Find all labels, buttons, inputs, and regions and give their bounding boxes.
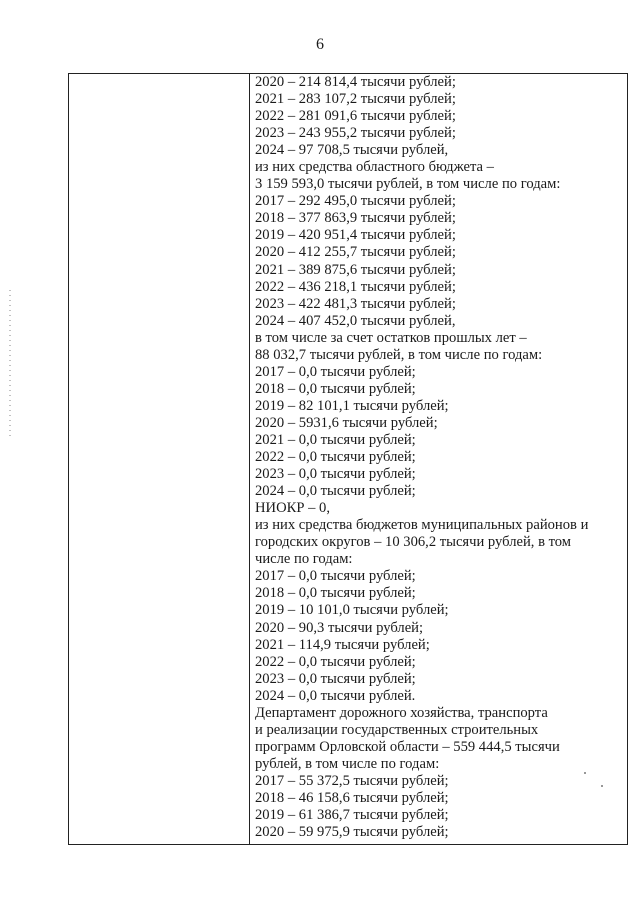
text-line: Департамент дорожного хозяйства, транспорта: [255, 704, 548, 721]
text-line: 2020 – 214 814,4 тысячи рублей;: [255, 74, 456, 90]
text-line: рублей, в том числе по годам:: [255, 755, 440, 772]
text-line: из них средства бюджетов муниципальных районов и: [255, 517, 589, 534]
text-line: НИОКР – 0,: [255, 500, 331, 517]
text-line: 2020 – 412 255,7 тысячи рублей;: [255, 244, 456, 261]
text-line: 2022 – 281 091,6 тысячи рублей;: [255, 108, 456, 125]
text-line: 2020 – 59 975,9 тысячи рублей;: [255, 824, 449, 841]
text-line: 2024 – 0,0 тысячи рублей;: [255, 483, 416, 500]
funding-details-cell: [250, 74, 627, 844]
text-line: числе по годам:: [255, 551, 353, 568]
scan-speck: [584, 772, 586, 774]
text-line: 2018 – 46 158,6 тысячи рублей;: [255, 789, 449, 806]
text-line: 2024 – 97 708,5 тысячи рублей,: [255, 142, 449, 159]
text-line: 2019 – 10 101,0 тысячи рублей;: [255, 602, 449, 619]
text-line: 2020 – 90,3 тысячи рублей;: [255, 619, 424, 636]
text-line: городских округов – 10 306,2 тысячи рублей, в том: [255, 534, 572, 551]
text-line: 2019 – 420 951,4 тысячи рублей;: [255, 227, 456, 244]
text-line: 2018 – 377 863,9 тысячи рублей;: [255, 210, 456, 227]
text-line: 2020 – 5931,6 тысячи рублей;: [255, 414, 438, 431]
text-line: 2021 – 114,9 тысячи рублей;: [255, 636, 430, 653]
text-line: 2017 – 55 372,5 тысячи рублей;: [255, 772, 449, 789]
text-line: 2017 – 0,0 тысячи рублей;: [255, 568, 416, 585]
page-number: 6: [316, 36, 324, 53]
text-line: 2023 – 0,0 тысячи рублей;: [255, 466, 416, 483]
text-line: 2023 – 422 481,3 тысячи рублей;: [255, 295, 456, 312]
text-line: 2021 – 0,0 тысячи рублей;: [255, 431, 416, 448]
text-line: 2019 – 82 101,1 тысячи рублей;: [255, 397, 449, 414]
text-line: 2022 – 0,0 тысячи рублей;: [255, 653, 416, 670]
text-line: 2022 – 0,0 тысячи рублей;: [255, 449, 416, 466]
text-line: 2018 – 0,0 тысячи рублей;: [255, 585, 416, 602]
text-line: в том числе за счет остатков прошлых лет –: [255, 329, 527, 346]
funding-table: [68, 73, 628, 845]
text-line: 2021 – 283 107,2 тысячи рублей;: [255, 91, 456, 108]
text-line: 2024 – 407 452,0 тысячи рублей,: [255, 312, 456, 329]
scan-margin-marks: [9, 290, 11, 440]
text-line: 2021 – 389 875,6 тысячи рублей;: [255, 261, 456, 278]
text-line: 2023 – 243 955,2 тысячи рублей;: [255, 125, 456, 142]
text-line: 2022 – 436 218,1 тысячи рублей;: [255, 278, 456, 295]
text-line: 3 159 593,0 тысячи рублей, в том числе по годам:: [255, 176, 561, 193]
text-line: из них средства областного бюджета –: [255, 159, 494, 176]
text-line: 88 032,7 тысячи рублей, в том числе по годам:: [255, 346, 543, 363]
text-line: 2018 – 0,0 тысячи рублей;: [255, 380, 416, 397]
text-line: и реализации государственных строительных: [255, 721, 539, 738]
text-line: 2023 – 0,0 тысячи рублей;: [255, 670, 416, 687]
text-line: программ Орловской области – 559 444,5 тысячи: [255, 738, 560, 755]
text-line: 2019 – 61 386,7 тысячи рублей;: [255, 807, 449, 824]
text-line: 2017 – 0,0 тысячи рублей;: [255, 363, 416, 380]
text-line: 2017 – 292 495,0 тысячи рублей;: [255, 193, 456, 210]
scan-speck: [601, 785, 603, 787]
text-line: 2024 – 0,0 тысячи рублей.: [255, 687, 416, 704]
